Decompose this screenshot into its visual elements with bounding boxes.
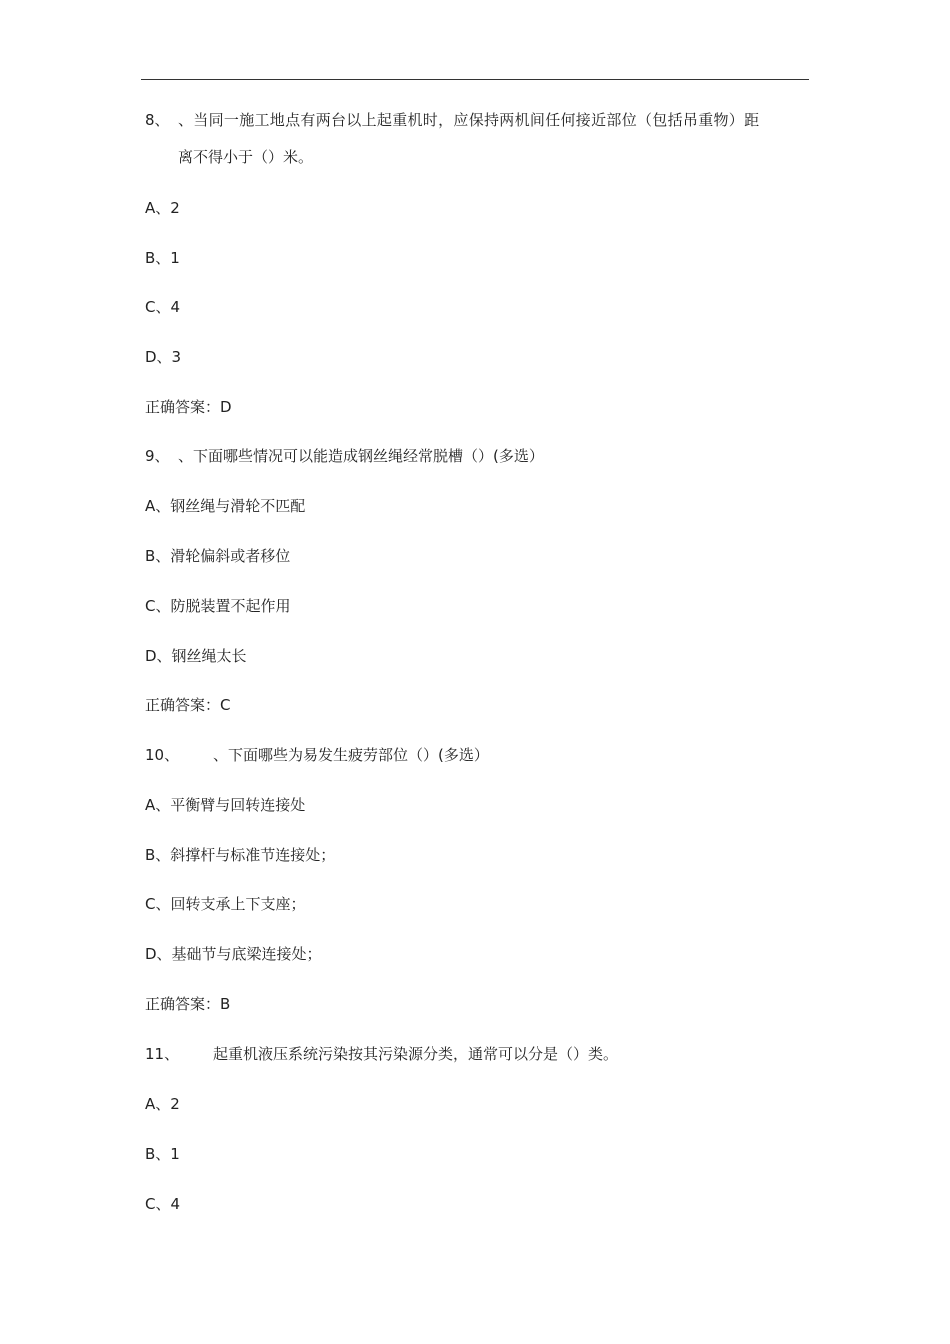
question-10-option-a: A、平衡臂与回转连接处 [145,796,306,814]
question-8-option-c: C、4 [145,298,181,316]
question-8-number: 8、 [145,111,170,129]
question-10-number: 10、 [145,746,180,764]
question-11-option-c: C、4 [145,1195,181,1213]
question-9-text: 、下面哪些情况可以能造成钢丝绳经常脱槽（）(多选） [178,447,544,465]
question-9-option-a: A、钢丝绳与滑轮不匹配 [145,497,306,515]
question-9-answer: 正确答案：C [145,696,231,714]
question-8-option-d: D、3 [145,348,182,366]
question-10-text: 、下面哪些为易发生疲劳部位（）(多选） [213,746,489,764]
question-9-option-c: C、防脱装置不起作用 [145,597,291,615]
question-10-answer: 正确答案：B [145,995,231,1013]
question-10-option-d: D、基础节与底梁连接处； [145,945,322,963]
question-9-number: 9、 [145,447,170,465]
question-11-option-a: A、2 [145,1095,180,1113]
question-8-answer: 正确答案：D [145,398,232,416]
question-8-option-b: B、1 [145,249,180,267]
question-9-option-b: B、滑轮偏斜或者移位 [145,547,291,565]
question-11-number: 11、 [145,1045,180,1063]
question-8-text-line2: 离不得小于（）米。 [178,148,314,166]
question-8-text-line1: 、当同一施工地点有两台以上起重机时，应保持两机间任何接近部位（包括吊重物）距 [178,111,760,129]
question-8-option-a: A、2 [145,199,180,217]
question-10-option-c: C、回转支承上下支座； [145,895,306,913]
header-rule [141,79,809,80]
question-11-option-b: B、1 [145,1145,180,1163]
question-11-text: 起重机液压系统污染按其污染源分类，通常可以分是（）类。 [213,1045,619,1063]
question-9-option-d: D、钢丝绳太长 [145,647,247,665]
question-10-option-b: B、斜撑杆与标准节连接处； [145,846,336,864]
